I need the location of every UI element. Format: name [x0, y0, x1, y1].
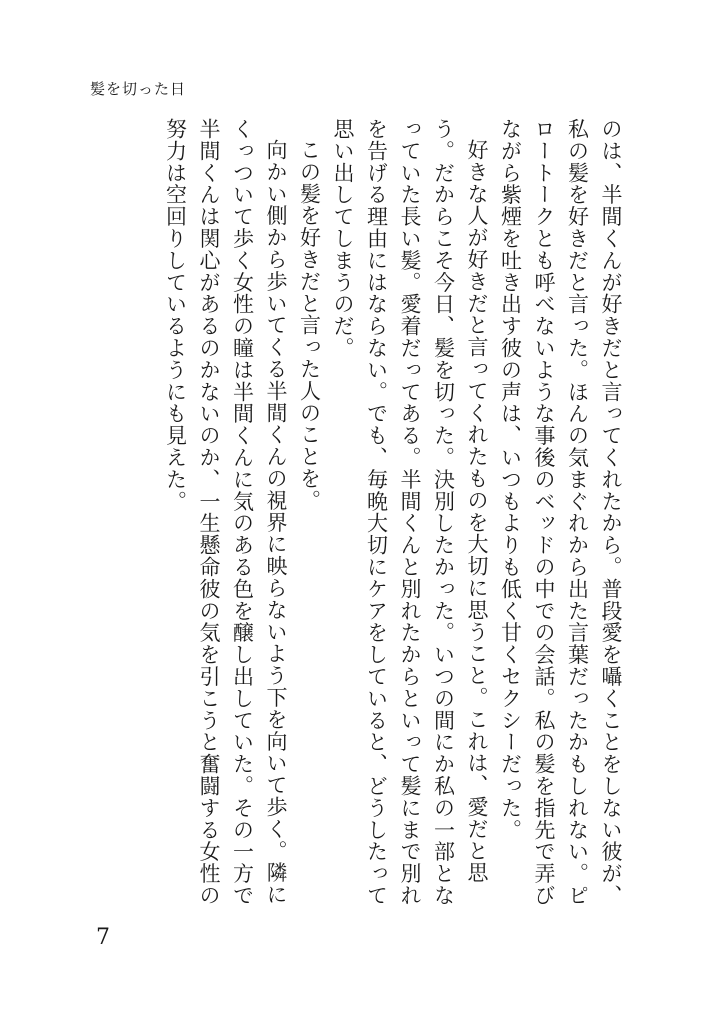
paragraph-2: 好きな人が好きだと言ってくれたものを大切に思うこと。これは、愛だと思う。だからこそ今日、髪を切った。決別したかった。いつの間にか私の一部となっていた長い髪。愛着だってある。半間くんと別れたからといって髪にまで別れを告げる理由にはならない。でも、毎晩大切にケアをしていると、どうしたって思い出してしまうのだ。	[331, 118, 489, 907]
body-text	[87, 118, 627, 918]
paragraph-3: この髪を好きだと言った人のことを。	[297, 139, 322, 512]
page-number: 7	[96, 925, 110, 950]
running-head: 髪を切った日	[90, 80, 187, 98]
paragraph-1: のは、半間くんが好きだと言ってくれたから。普段愛を囁くことをしない彼が、私の髪を好きだと言った。ほんの気まぐれから出た言葉だったかもしれない。ピロートークとも呼べないような事後のベッドの中での会話。私の髪を指先で弄びながら紫煙を吐き出す彼の声は、いつもよりも低く甘くセクシーだった。	[498, 118, 623, 907]
paragraph-4: 向かい側から歩いてくる半間くんの視界に映らないよう下を向いて歩く。隣にくっついて歩く女性の瞳は半間くんに気のある色を醸し出していた。その一方で半間くんは関心があるのかないのか、一生懸命彼の気を引こうと奮闘する女性の努力は空回りしているようにも見えた。	[163, 118, 288, 907]
